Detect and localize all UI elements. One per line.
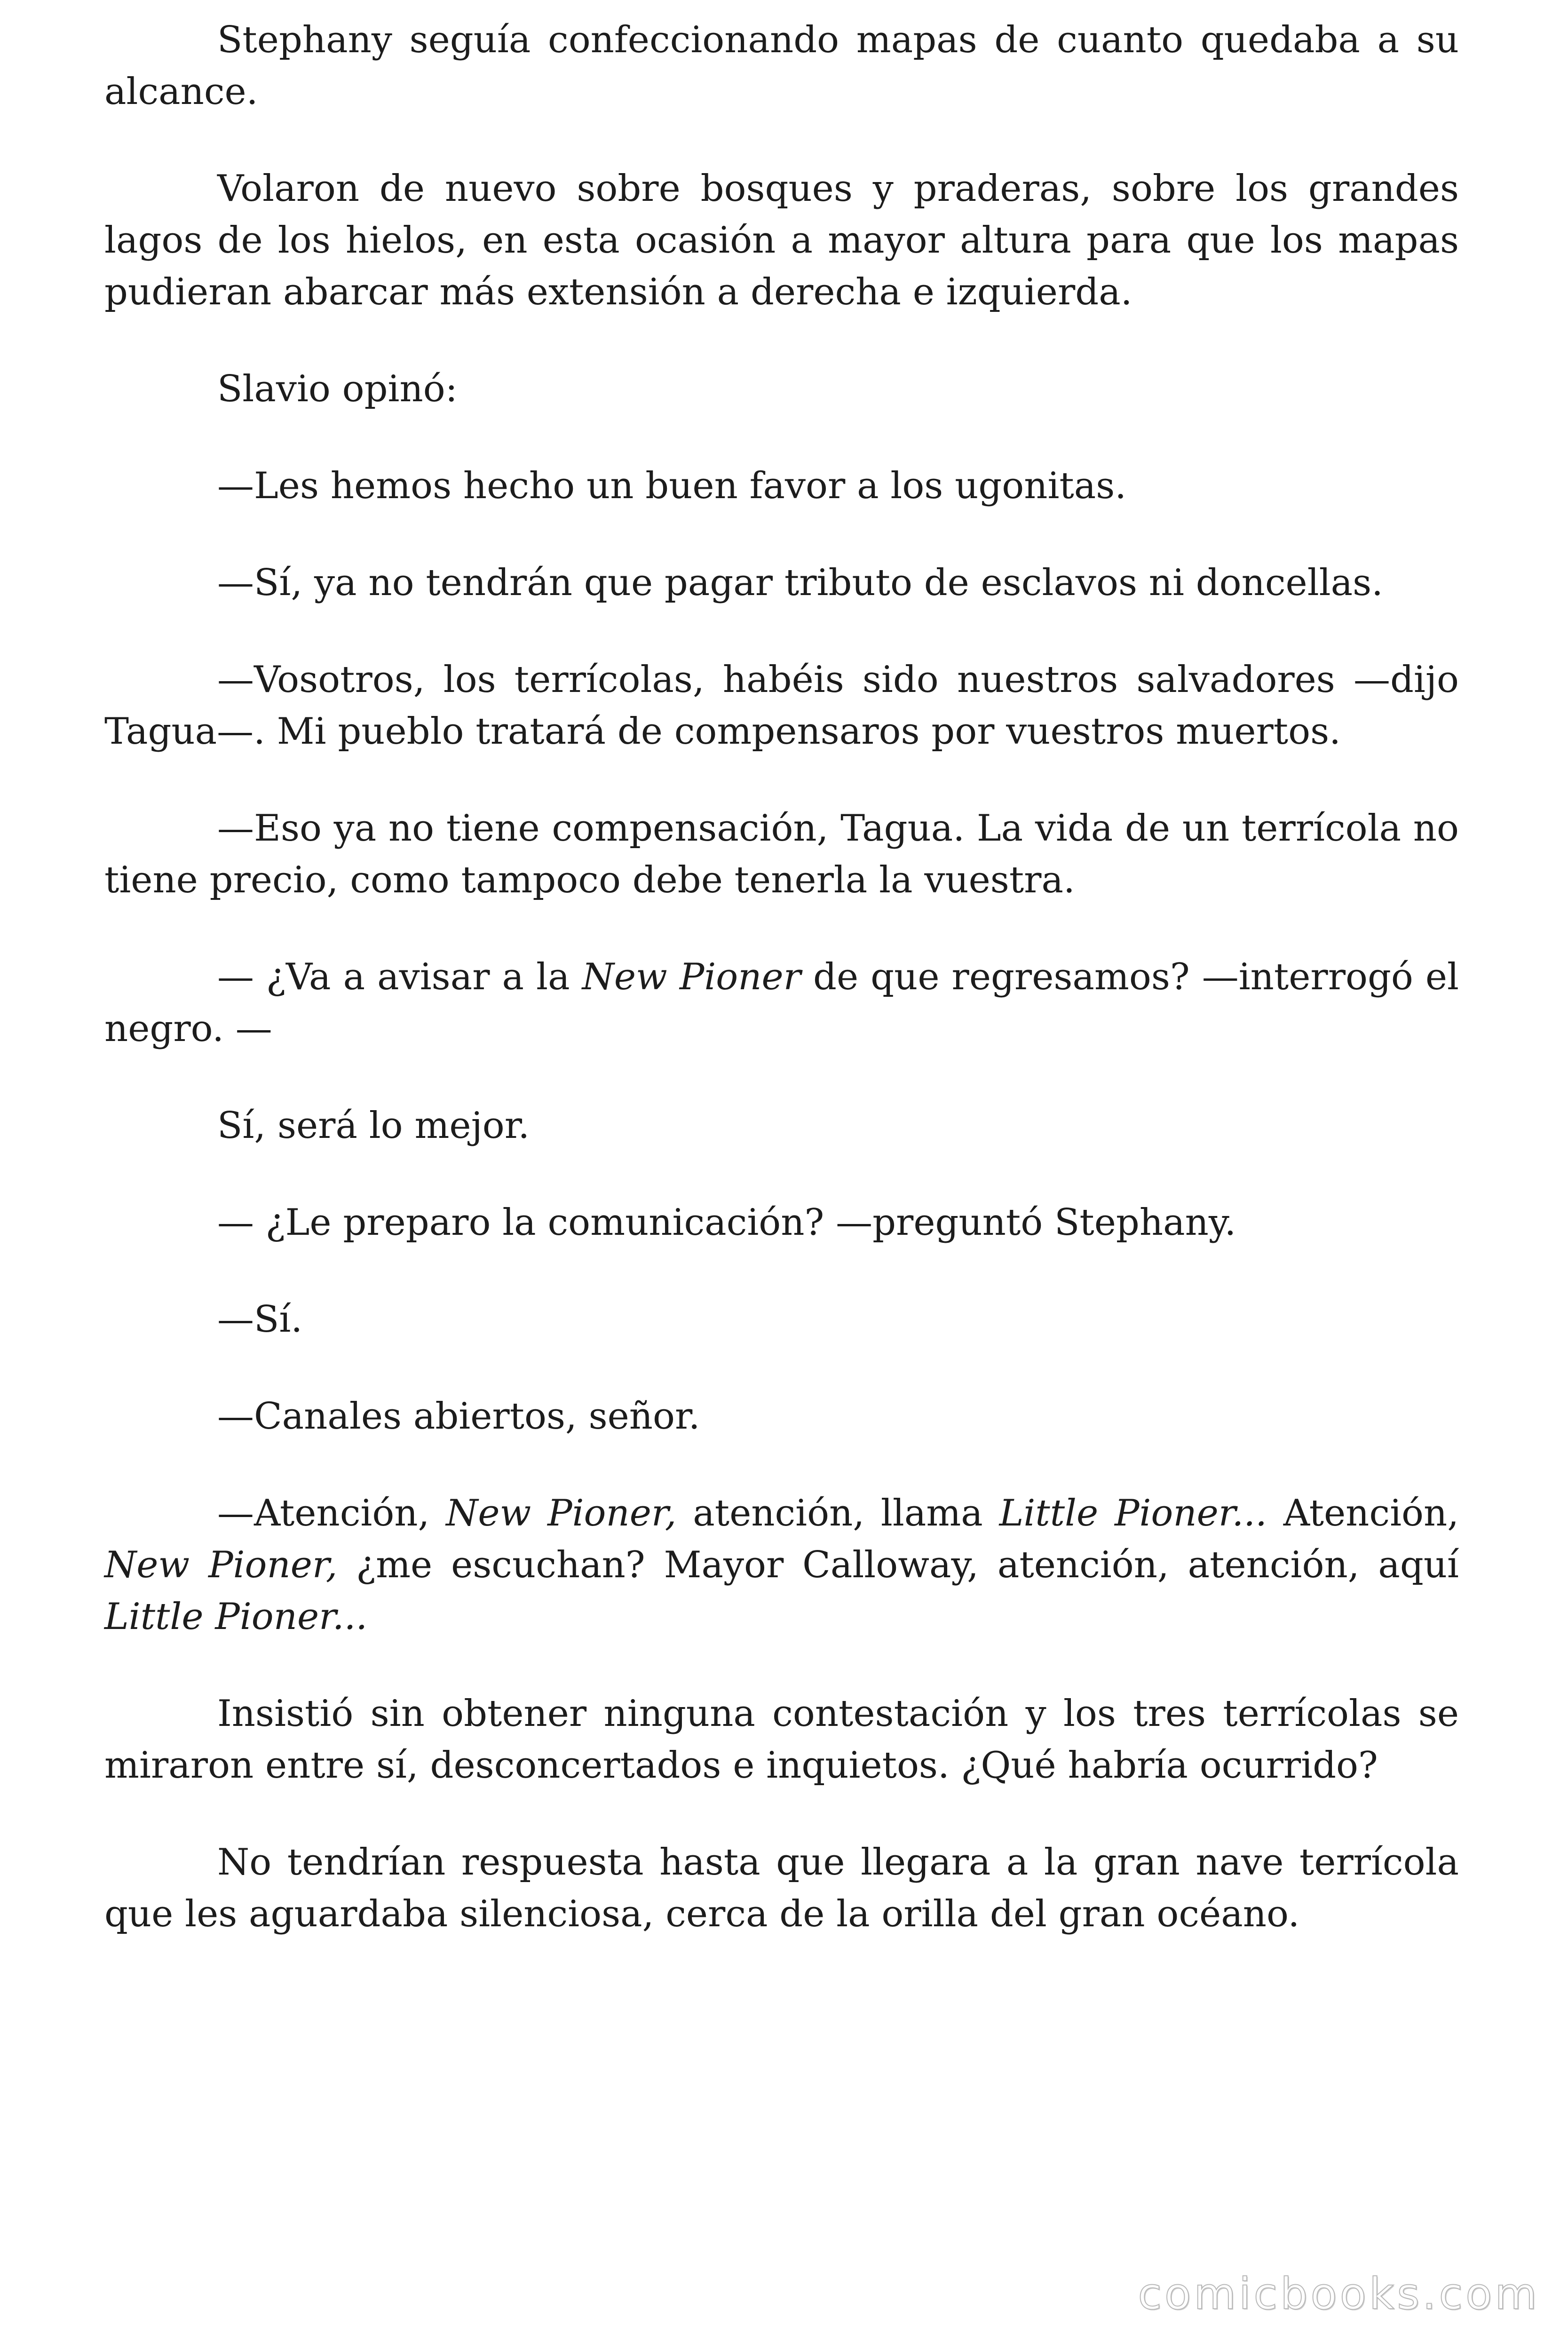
paragraph bbox=[104, 1391, 1459, 1442]
italic-text: Little Pioner... bbox=[999, 1492, 1267, 1534]
italic-text: New Pioner bbox=[582, 956, 801, 998]
paragraph bbox=[104, 163, 1459, 318]
text-segment: de que regresamos? —interrogó el negro. — bbox=[104, 956, 1459, 1050]
paragraph bbox=[104, 1294, 1459, 1345]
book-page-text bbox=[104, 14, 1459, 1985]
paragraph bbox=[104, 460, 1459, 512]
paragraph bbox=[104, 557, 1459, 609]
text-segment: —Eso ya no tiene compensación, Tagua. La vida de un terrícola no tiene precio, como tampoco debe tenerla la vuestra. bbox=[104, 807, 1459, 901]
text-segment: — ¿Va a avisar a la bbox=[217, 956, 582, 998]
text-segment: atención, llama bbox=[676, 1492, 999, 1534]
text-segment: ¿me escuchan? Mayor Calloway, atención, atención, aquí bbox=[337, 1544, 1459, 1586]
text-segment: Insistió sin obtener ninguna contestación y los tres terrícolas se miraron entre sí, desconcertados e inquietos. ¿Qué habría ocurrido? bbox=[104, 1692, 1459, 1787]
italic-text: New Pioner, bbox=[104, 1544, 338, 1586]
text-segment: Volaron de nuevo sobre bosques y praderas, sobre los grandes lagos de los hielos, en esta ocasión a mayor altura para que los mapas pudieran abarcar más extensión a derecha e izquierda. bbox=[104, 167, 1459, 313]
italic-text: Little Pioner... bbox=[104, 1596, 368, 1638]
text-segment: —Les hemos hecho un buen favor a los ugonitas. bbox=[217, 465, 1127, 507]
text-segment: No tendrían respuesta hasta que llegara a la gran nave terrícola que les aguardaba silenciosa, cerca de la orilla del gran océano. bbox=[104, 1841, 1459, 1935]
paragraph bbox=[104, 14, 1459, 118]
paragraph bbox=[104, 1100, 1459, 1152]
text-segment: —Sí. bbox=[217, 1298, 303, 1341]
paragraph bbox=[104, 363, 1459, 415]
text-segment: —Vosotros, los terrícolas, habéis sido nuestros salvadores —dijo Tagua—. Mi pueblo tratará de compensaros por vuestros muertos. bbox=[104, 659, 1459, 753]
italic-text: New Pioner, bbox=[446, 1492, 677, 1534]
text-segment: Atención, bbox=[1267, 1492, 1459, 1534]
text-segment: Slavio opinó: bbox=[217, 368, 458, 410]
text-segment: — ¿Le preparo la comunicación? —preguntó Stephany. bbox=[217, 1201, 1236, 1244]
watermark-logo: comicbooks.com bbox=[1138, 2269, 1540, 2319]
text-segment: —Canales abiertos, señor. bbox=[217, 1395, 700, 1438]
text-segment: —Atención, bbox=[217, 1492, 446, 1534]
text-segment: —Sí, ya no tendrán que pagar tributo de esclavos ni doncellas. bbox=[217, 562, 1383, 604]
paragraph bbox=[104, 1688, 1459, 1791]
paragraph bbox=[104, 1197, 1459, 1248]
paragraph bbox=[104, 951, 1459, 1055]
paragraph bbox=[104, 654, 1459, 757]
text-segment: Sí, será lo mejor. bbox=[217, 1104, 530, 1147]
text-segment: Stephany seguía confeccionando mapas de cuanto quedaba a su alcance. bbox=[104, 19, 1459, 113]
paragraph bbox=[104, 1836, 1459, 1940]
paragraph bbox=[104, 1487, 1459, 1643]
paragraph bbox=[104, 803, 1459, 906]
